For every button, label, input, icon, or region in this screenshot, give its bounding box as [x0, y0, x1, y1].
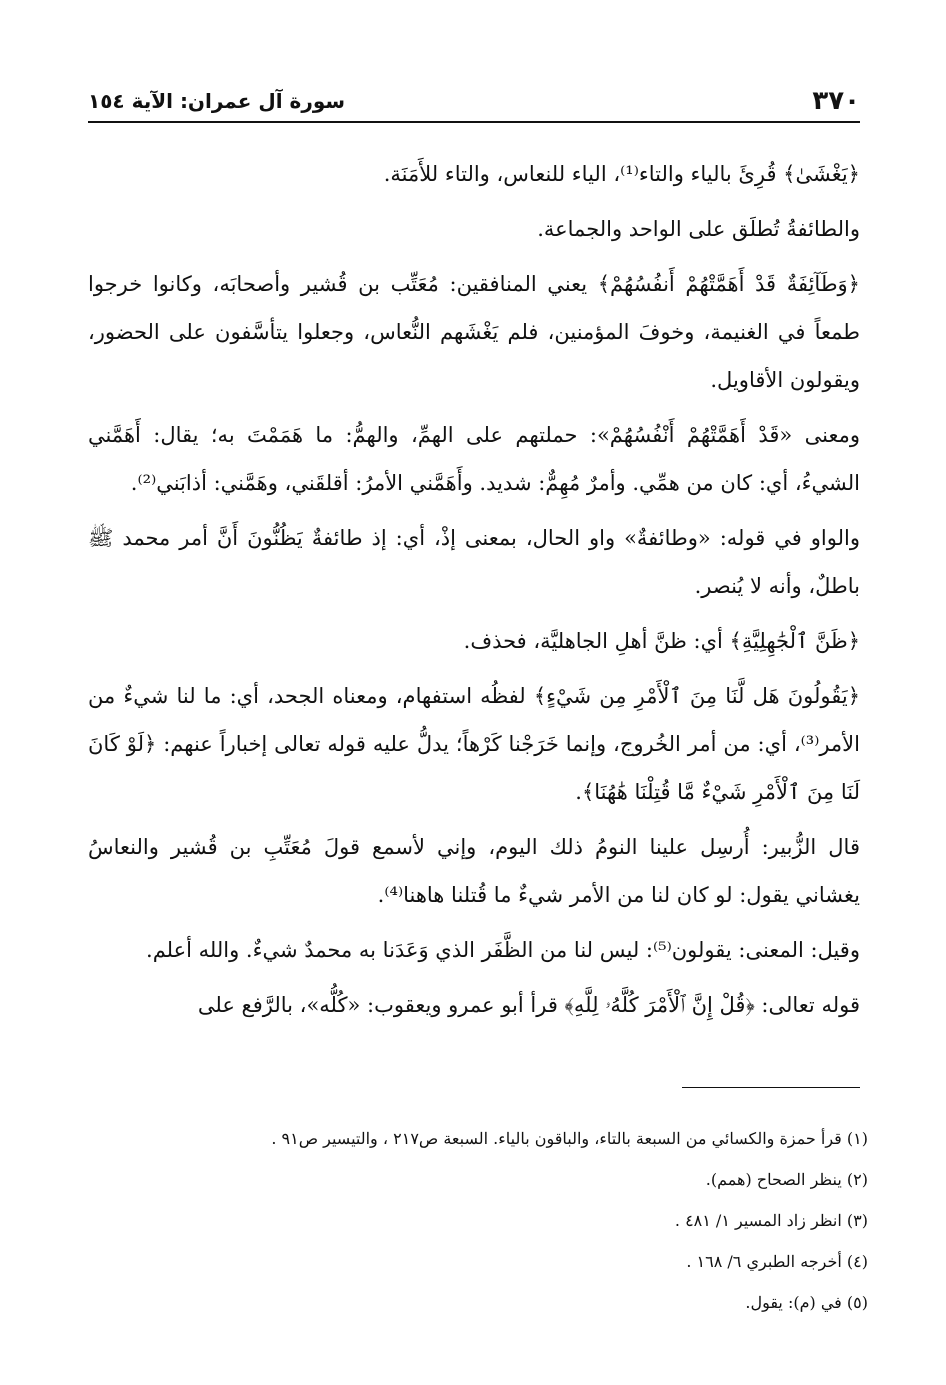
paragraph: والواو في قوله: «وطائفةٌ» واو الحال، بمعنى إذْ، أي: إذ طائفةٌ يَظُنُّونَ أَنَّ أمر محمد ﷺ باطلٌ، وأنه لا يُنصر. [88, 526, 860, 598]
paragraph: ﴿يَقُولُونَ هَل لَّنَا مِنَ ٱلْأَمْرِ مِن شَيْءٍ﴾ لفظُه استفهام، ومعناه الجحد، أي: ما لنا شيءٌ من الأمر⁽³⁾، أي: من أمر الخُروج، وإنما خَرَجْنا كَرْهاً؛ يدلُّ عليه قوله تعالى إخباراً عنهم: ﴿لَوْ كَانَ لَنَا مِنَ ٱلْأَمْرِ شَيْءٌ مَّا قُتِلْنَا هَٰهُنَا﴾. [88, 684, 860, 804]
footnote: (٣) انظر زاد المسير ١/ ٤٨١ . [674, 1211, 868, 1230]
footnotes [88, 1118, 868, 1323]
footnote: (٤) أخرجه الطبري ٦/ ١٦٨ . [686, 1252, 868, 1271]
page-number: ٣٧٠ [812, 86, 860, 116]
footnote-separator [682, 1087, 860, 1088]
paragraph: قوله تعالى: ﴿قُلْ إِنَّ ٱلْأَمْرَ كُلَّهُۥ لِلَّهِ﴾ قرأ أبو عمرو ويعقوب: «كُلُّه»، بالرَّفع على [197, 993, 860, 1017]
paragraph: ومعنى «قَدْ أَهَمَّتْهُمْ أَنْفُسُهُمْ»: حملتهم على الهمِّ، والهمُّ: ما هَمَمْتَ به؛ يقال: أَهَمَّني الشيءُ، أي: كان من همِّي. وأمرٌ مُهِمٌّ: شديد. وأَهَمَّني الأمرُ: أقلقَني، وهَمَّني: أذابَني⁽²⁾. [88, 423, 860, 495]
page-header [88, 84, 860, 118]
running-head: سورة آل عمران: الآية ١٥٤ [88, 89, 346, 113]
paragraph: ﴿يَغْشَىٰ﴾ قُرِئَ بالياء والتاء⁽¹⁾، الياء للنعاس، والتاء للأَمَنَة. [383, 162, 860, 186]
main-text [88, 150, 860, 1036]
footnote: (٥) في (م): يقول. [745, 1293, 868, 1312]
footnote: (٢) ينظر الصحاح (همم). [705, 1170, 868, 1189]
paragraph: وقيل: المعنى: يقولون⁽⁵⁾: ليس لنا من الظَّفَر الذي وَعَدَنا به محمدٌ شيءٌ. والله أعلم. [146, 938, 860, 962]
paragraph: ﴿وَطَآئِفَةٌ قَدْ أَهَمَّتْهُمْ أَنفُسُهُمْ﴾ يعني المنافقين: مُعَتِّب بن قُشير وأصحابَه، وكانوا خرجوا طمعاً في الغنيمة، وخوفَ المؤمنين، فلم يَغْشَهم النُّعاس، وجعلوا يتأسَّفون على الحضور، ويقولون الأقاويل. [88, 272, 860, 392]
footnote: (١) قرأ حمزة والكسائي من السبعة بالتاء، والباقون بالياء. السبعة ص٢١٧ ، والتيسير ص٩١ . [271, 1129, 868, 1148]
paragraph: ﴿ظَنَّ ٱلْجَٰهِلِيَّةِ﴾ أي: ظنَّ أهلِ الجاهليَّة، فحذف. [463, 629, 860, 653]
paragraph: والطائفةُ تُطلَق على الواحد والجماعة. [537, 217, 860, 241]
paragraph: قال الزُّبير: أُرسِل علينا النومُ ذلك اليوم، وإني لأسمع قولَ مُعَتِّبِ بن قُشير والنعاسُ يغشاني يقول: لو كان لنا من الأمر شيءٌ ما قُتلنا هاهنا⁽⁴⁾. [88, 835, 860, 907]
header-rule [88, 121, 860, 123]
